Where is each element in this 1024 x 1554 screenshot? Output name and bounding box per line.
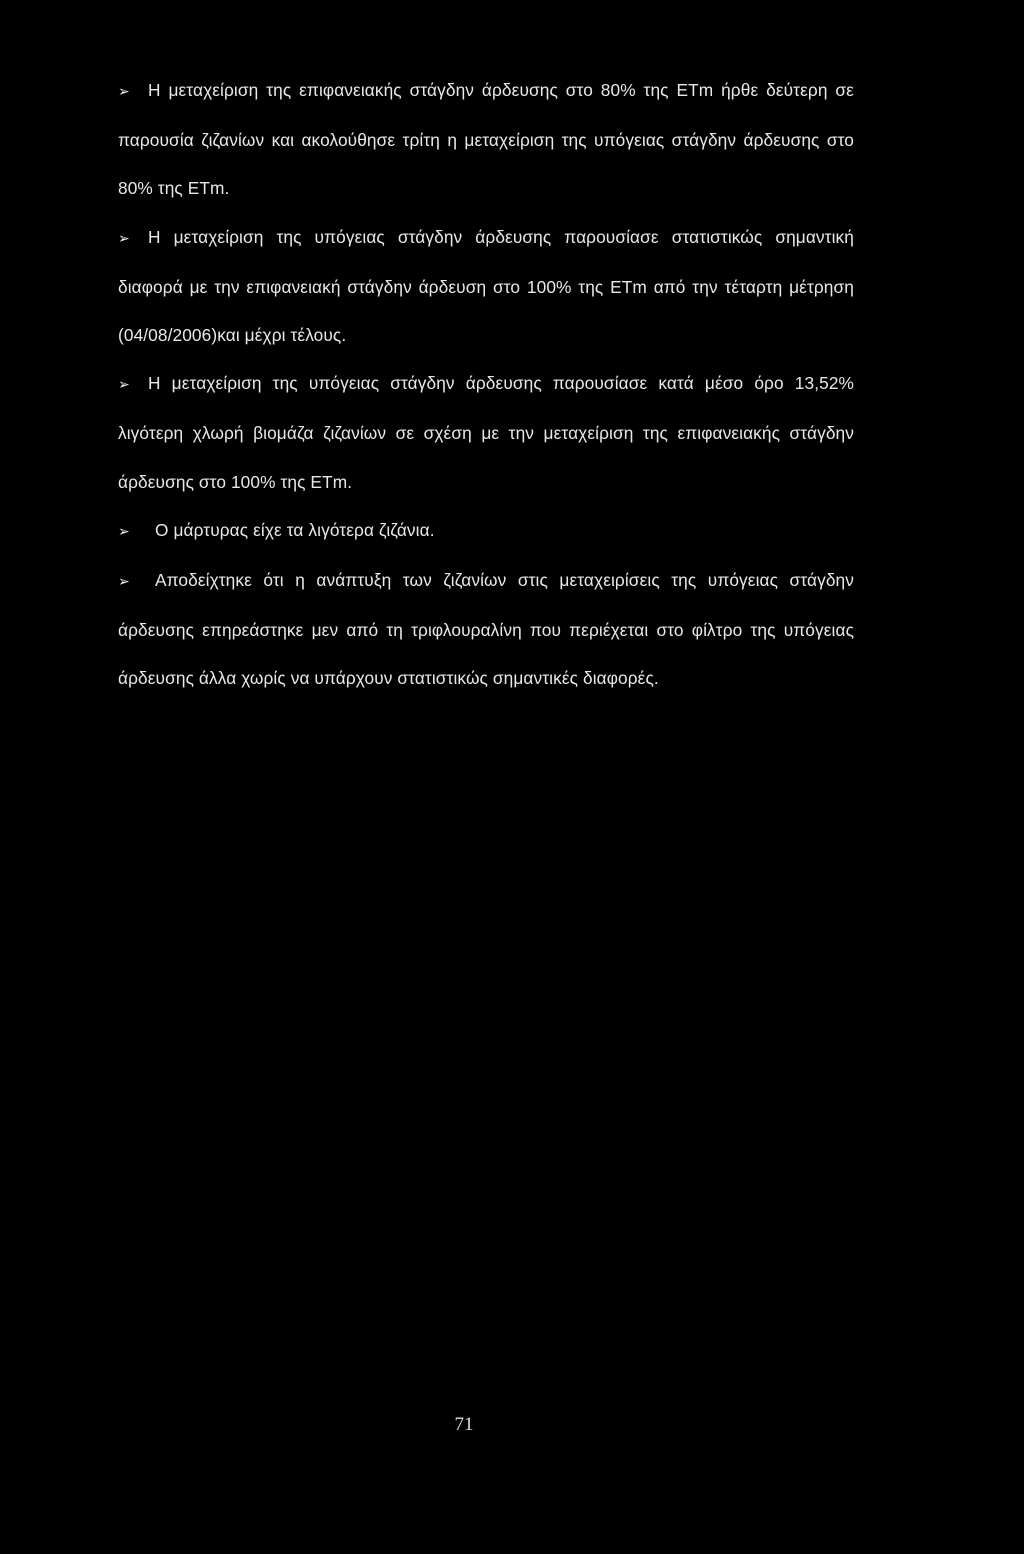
list-item	[118, 506, 854, 556]
list-item-text: Ο μάρτυρας είχε τα λιγότερα ζιζάνια.	[155, 519, 435, 540]
arrow-bullet-icon: ➢	[118, 523, 130, 540]
arrow-bullet-icon: ➢	[118, 574, 130, 591]
list-item	[118, 556, 854, 703]
page-number: 71	[454, 1414, 474, 1435]
list-item	[118, 66, 854, 213]
list-item	[118, 213, 854, 360]
arrow-bullet-icon: ➢	[118, 84, 130, 100]
list-item-text: Η μεταχείριση της υπόγειας στάγδην άρδευσης παρουσίασε στατιστικώς σημαντική διαφορά με την επιφανειακή στάγδην άρδευση στο 100% της ETm από την τέταρτη μέτρηση (04/08/2006)και μέχρι τέλους.	[118, 226, 854, 346]
list-item-text: Αποδείχτηκε ότι η ανάπτυξη των ζιζανίων στις μεταχειρίσεις της υπόγειας στάγδην άρδευσης επηρεάστηκε μεν από τη τριφλουραλίνη που περιέχεται στο φίλτρο της υπόγειας άρδευσης άλλα χωρίς να υπάρχουν στατιστικώς σημαντικές διαφορές.	[118, 570, 854, 689]
arrow-bullet-icon: ➢	[118, 377, 130, 394]
list-item-text: Η μεταχείριση της επιφανειακής στάγδην άρδευσης στο 80% της ETm ήρθε δεύτερη σε παρουσία ζιζανίων και ακολούθησε τρίτη η μεταχείριση της υπόγειας στάγδην άρδευσης στο 80% της ETm.	[118, 80, 854, 199]
list-item	[118, 359, 854, 506]
list-item-text: Η μεταχείριση της υπόγειας στάγδην άρδευσης παρουσίασε κατά μέσο όρο 13,52% λιγότερη χλωρή βιομάζα ζιζανίων σε σχέση με την μεταχείριση της επιφανειακής στάγδην άρδευσης στο 100% της ETm.	[118, 373, 854, 492]
findings-list	[118, 66, 854, 703]
arrow-bullet-icon: ➢	[118, 230, 130, 247]
